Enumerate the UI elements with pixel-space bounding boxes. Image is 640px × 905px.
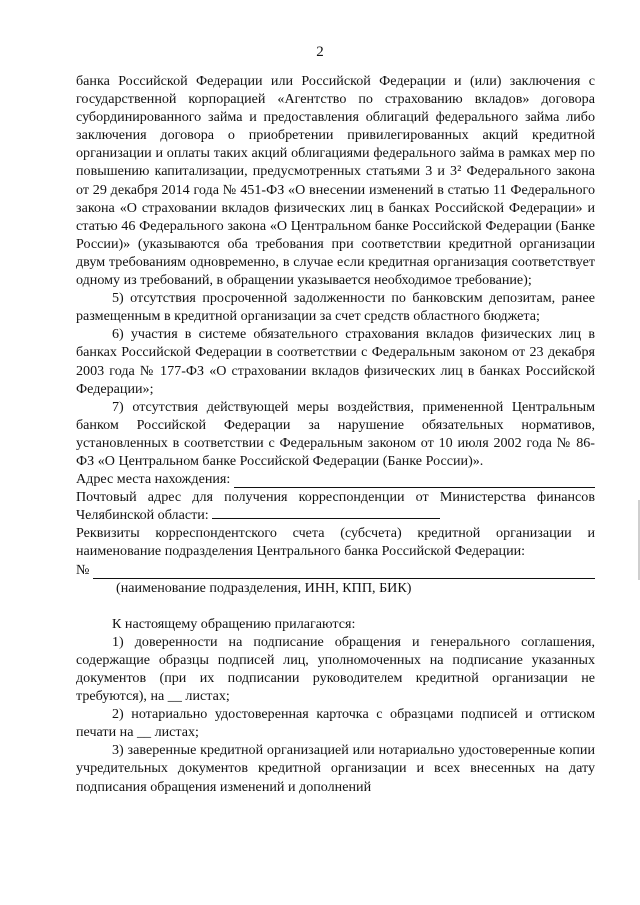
postal-address-label: Почтовый адрес для получения корреспонденции от Министерства финансов Челябинской области: — [76, 489, 595, 524]
address-field — [76, 470, 595, 488]
attachment-item-2: 2) нотариально удостоверенная карточка с образцами подписей и оттиском печати на __ листах; — [76, 706, 595, 741]
attachments-intro: К настоящему обращению прилагаются: — [112, 615, 356, 632]
address-label: Адрес места нахождения: — [76, 471, 231, 488]
document-body — [76, 72, 595, 796]
postal-blank-line — [212, 506, 440, 519]
paragraph-capitalization: банка Российской Федерации или Российской Федерации и (или) заключения с государственной корпорацией «Агентство по страхованию вкладов» договора субординированного займа и предоставления облигаций федерального займа либо заключения договора о приобретении привилегированных акций кредитной организации и оплаты таких акций облигациями федерального займа в рамках мер по повышению капитализации, предусмотренных статьями 3 и 3² Федерального закона от 29 декабря 2014 года № 451-ФЗ «О внесении изменений в статью 11 Федерального закона «О страховании вкладов физических лиц в банках Российской Федерации» и статью 46 Федерального закона «О Центральном банке Российской Федерации (Банке России)» (указываются оба требования при соответствии кредитной организации двум требованиям одновременно, в случае если кредитная организация соответствует одному из требований, в обращении указывается необходимое требование); — [76, 73, 595, 289]
number-blank-line — [93, 565, 595, 579]
page-number: 2 — [316, 44, 324, 60]
attachment-item-3: 3) заверенные кредитной организацией или нотариально удостоверенные копии учредительных документов кредитной организации и всех внесенных на дату подписания обращения изменений и дополнений — [76, 742, 595, 795]
paragraph-item-5: 5) отсутствия просроченной задолженности по банковским депозитам, ранее размещенным в кредитной организации за счет средств областного бюджета; — [76, 290, 595, 325]
requisites-label: Реквизиты корреспондентского счета (субсчета) кредитной организации и наименование подразделения Центрального банка Российской Федерации: — [76, 525, 595, 560]
paragraph-item-6: 6) участия в системе обязательного страхования вкладов физических лиц в банках Российской Федерации в соответствии с Федеральным законом от 23 декабря 2003 года № 177-ФЗ «О страховании вкладов физических лиц в банках Российской Федерации»; — [76, 326, 595, 397]
number-field-caption: (наименование подразделения, ИНН, КПП, БИК) — [116, 579, 412, 596]
paragraph-item-7: 7) отсутствия действующей меры воздействия, примененной Центральным банком Российской Федерации за нарушение обязательных нормативов, установленных в соответствии с Федеральным законом от 10 июля 2002 года № 86-ФЗ «О Центральном банке Российской Федерации (Банке России)». — [76, 398, 595, 469]
number-label: № — [76, 561, 90, 578]
number-field — [76, 561, 595, 579]
address-blank-line — [234, 474, 595, 488]
attachment-item-1: 1) доверенности на подписание обращения и генерального соглашения, содержащие образцы подписей лиц, уполномоченных на подписание указанных документов (при их подписании руководителем кредитной организации не требуются), на __ листах; — [76, 633, 595, 705]
